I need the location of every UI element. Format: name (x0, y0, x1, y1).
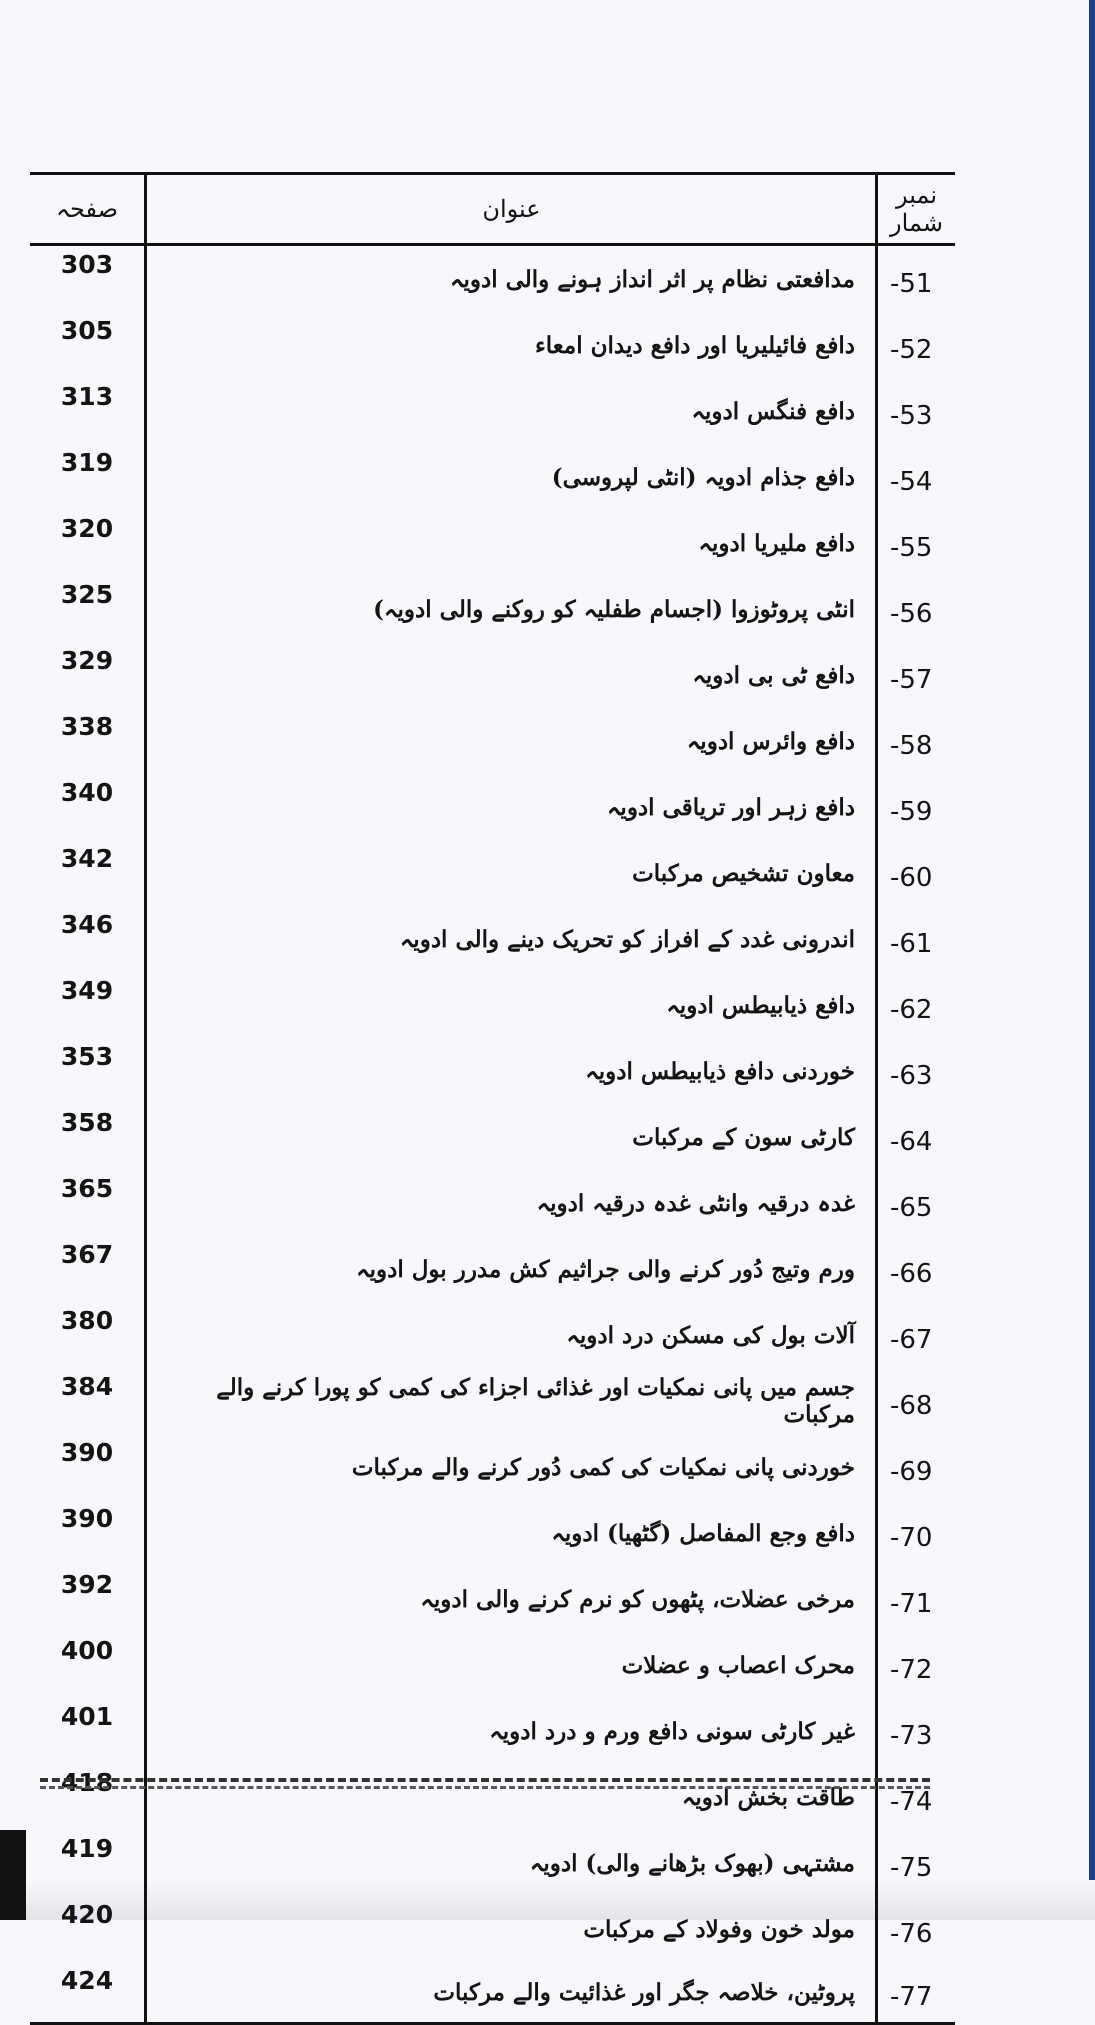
page-number: 390 (30, 1434, 146, 1500)
dashed-divider-secondary (40, 1786, 930, 1789)
table-row (30, 774, 955, 840)
entry-title: دافع فنگس ادویہ (691, 397, 855, 425)
entry-number: -66 (877, 1236, 956, 1302)
page-number: 365 (30, 1170, 146, 1236)
page-number: 325 (30, 576, 146, 642)
entry-title: مشتہی (بھوک بڑھانے والی) ادویہ (529, 1849, 855, 1877)
entry-number: -65 (877, 1170, 956, 1236)
entry-title: دافع جذام ادویہ (انٹی لپروسی) (551, 463, 855, 491)
entry-number: -55 (877, 510, 956, 576)
table-row (30, 1830, 955, 1896)
page-number: 338 (30, 708, 146, 774)
page-number: 420 (30, 1896, 146, 1962)
page-number: 390 (30, 1500, 146, 1566)
table-row (30, 444, 955, 510)
entry-title: انٹی پروٹوزوا (اجسام طفلیہ کو روکنے والی ادویہ) (373, 595, 855, 623)
entry-title: دافع ٹی بی ادویہ (692, 661, 855, 689)
entry-number: -51 (877, 245, 956, 313)
entry-number: -67 (877, 1302, 956, 1368)
entry-title: غیر کارٹی سونی دافع ورم و درد ادویہ (489, 1717, 855, 1745)
entry-number: -57 (877, 642, 956, 708)
table-row (30, 576, 955, 642)
table-row (30, 972, 955, 1038)
page-edge-shadow (1089, 0, 1095, 1920)
entry-number: -53 (877, 378, 956, 444)
entry-title: پروٹین، خلاصہ جگر اور غذائیت والے مرکبات (146, 1962, 877, 2024)
entry-title: جسم میں پانی نمکیات اور غذائی اجزاء کی کمی کو پورا کرنے والے مرکبات (216, 1374, 855, 1428)
page-number: 303 (30, 245, 146, 313)
page-number: 320 (30, 510, 146, 576)
table-row (30, 1566, 955, 1632)
entry-number: -59 (877, 774, 956, 840)
page-number: 392 (30, 1566, 146, 1632)
page-number: 424 (30, 1962, 146, 2024)
table-row (30, 1632, 955, 1698)
header-number: نمبر شمار (877, 174, 956, 245)
entry-number: -74 (877, 1764, 956, 1830)
entry-title: اندرونی غدد کے افراز کو تحریک دینے والی ادویہ (399, 925, 855, 953)
entry-number: -76 (877, 1896, 956, 1962)
table-row (30, 245, 955, 313)
table-row (30, 312, 955, 378)
table-row (30, 708, 955, 774)
entry-number: -58 (877, 708, 956, 774)
table-of-contents (30, 172, 955, 2025)
entry-number: -75 (877, 1830, 956, 1896)
page-number: 353 (30, 1038, 146, 1104)
page-number: 305 (30, 312, 146, 378)
page-number: 367 (30, 1236, 146, 1302)
entry-title: دافع زہر اور تریاقی ادویہ (606, 793, 855, 821)
entry-title: خوردنی پانی نمکیات کی کمی دُور کرنے والے مرکبات (351, 1453, 855, 1481)
page-number: 313 (30, 378, 146, 444)
entry-number: -62 (877, 972, 956, 1038)
entry-title: آلات بول کی مسکن درد ادویہ (566, 1321, 855, 1349)
entry-number: -68 (877, 1368, 956, 1434)
page-number: 418 (30, 1764, 146, 1830)
header-page: صفحہ (30, 174, 146, 245)
page-number: 319 (30, 444, 146, 510)
table-row (30, 1896, 955, 1962)
table-row (30, 1236, 955, 1302)
page-number: 342 (30, 840, 146, 906)
entry-title: دافع ملیریا ادویہ (698, 529, 855, 557)
entry-title: کارٹی سون کے مرکبات (632, 1123, 855, 1151)
entry-title: معاون تشخیص مرکبات (632, 859, 855, 887)
entry-number: -63 (877, 1038, 956, 1104)
page-number: 340 (30, 774, 146, 840)
table-row (30, 1170, 955, 1236)
table-row (30, 840, 955, 906)
page-number: 358 (30, 1104, 146, 1170)
entry-title: دافع وجع المفاصل (گٹھیا) ادویہ (551, 1519, 855, 1547)
dashed-divider (40, 1778, 930, 1782)
entry-title: مرخی عضلات، پٹھوں کو نرم کرنے والی ادویہ (420, 1585, 855, 1613)
page-number: 419 (30, 1830, 146, 1896)
entry-title: دافع فائیلیریا اور دافع دیدان امعاء (534, 331, 855, 359)
entry-number: -73 (877, 1698, 956, 1764)
table-row (30, 642, 955, 708)
entry-title: ورم وتیج دُور کرنے والی جراثیم کش مدرر بول ادویہ (356, 1255, 855, 1283)
entry-number: -54 (877, 444, 956, 510)
page-number: 384 (30, 1368, 146, 1434)
table-row (30, 1698, 955, 1764)
scan-corner (0, 1830, 26, 1920)
page-number: 346 (30, 906, 146, 972)
entry-title: خوردنی دافع ذیابیطس ادویہ (585, 1057, 855, 1085)
table-body (30, 245, 955, 2024)
entry-title: غدہ درقیہ وانٹی غدہ درقیہ ادویہ (536, 1189, 855, 1217)
entry-number: -72 (877, 1632, 956, 1698)
page-number: 329 (30, 642, 146, 708)
entry-number: -70 (877, 1500, 956, 1566)
table-row (30, 1434, 955, 1500)
table-row (30, 1104, 955, 1170)
table-row (30, 1500, 955, 1566)
table-row (30, 510, 955, 576)
table-row (30, 1302, 955, 1368)
entry-number: -56 (877, 576, 956, 642)
entry-number: -64 (877, 1104, 956, 1170)
entry-number: -77 (877, 1962, 956, 2024)
table-row (30, 1962, 955, 2024)
table-header-row (30, 174, 955, 245)
entry-title: دافع وائرس ادویہ (686, 727, 855, 755)
table-row (30, 1764, 955, 1830)
entry-number: -69 (877, 1434, 956, 1500)
entry-title: مولد خون وفولاد کے مرکبات (583, 1915, 855, 1943)
table-row (30, 1038, 955, 1104)
entry-title: طاقت بخش ادویہ (681, 1783, 855, 1811)
entry-title: مدافعتی نظام پر اثر انداز ہونے والی ادویہ (449, 265, 855, 293)
table-row (30, 378, 955, 444)
page-number: 380 (30, 1302, 146, 1368)
entry-number: -61 (877, 906, 956, 972)
entry-number: -60 (877, 840, 956, 906)
header-title: عنوان (146, 174, 877, 245)
entry-title: دافع ذیابیطس ادویہ (666, 991, 855, 1019)
table-row (30, 1368, 955, 1434)
entry-number: -71 (877, 1566, 956, 1632)
entry-number: -52 (877, 312, 956, 378)
page-number: 400 (30, 1632, 146, 1698)
page-number: 349 (30, 972, 146, 1038)
entry-title: محرک اعصاب و عضلات (621, 1651, 855, 1679)
table-row (30, 906, 955, 972)
page-number: 401 (30, 1698, 146, 1764)
